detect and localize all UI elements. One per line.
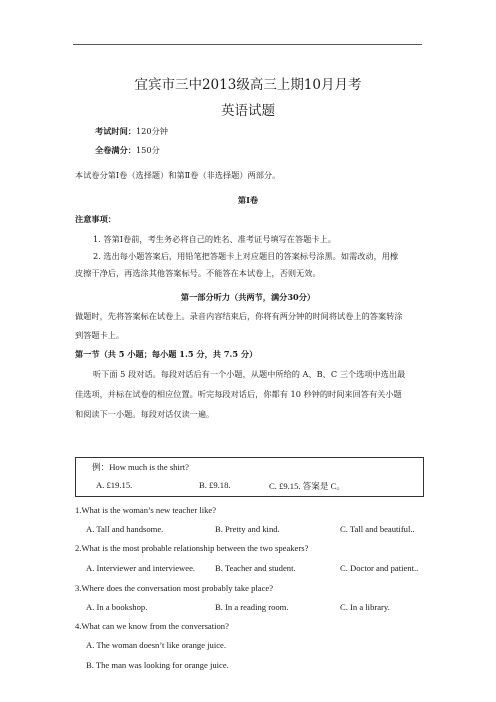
question-1-stem: 1.What is the woman’s new teacher like?: [75, 505, 217, 515]
notice-heading: 注意事项：: [75, 214, 116, 224]
full-score-label: 全卷满分：: [95, 145, 136, 155]
question-3-option-a: A. In a bookshop.: [86, 602, 148, 612]
example-option-c: [269, 480, 345, 492]
example-question: 例：How much is the shirt?: [92, 462, 189, 472]
part1-heading: 第一部分听力（共两节，满分30分）: [180, 292, 316, 302]
exam-time-label: 考试时间：: [95, 126, 136, 136]
exam-intro: 本试卷分第Ⅰ卷（选择题）和第Ⅱ卷（非选择题）两部分。: [75, 170, 281, 180]
full-score-value: 150分: [135, 145, 160, 155]
part1-instruction-line2: 到答题卡上。: [75, 330, 125, 340]
question-3-option-c: C. In a library.: [340, 602, 390, 612]
notice-1: 1. 答第Ⅰ卷前，考生务必将自己的姓名、准考证号填写在答题卡上。: [93, 234, 336, 244]
question-4-stem: 4.What can we know from the conversation?: [75, 621, 229, 631]
question-2-stem: 2.What is the most probable relationship between the two speakers?: [75, 543, 309, 553]
notice-2-line1: 2. 选出每小题答案后，用铅笔把答题卡上对应题目的答案标号涂黑。如需改动，用橡: [93, 251, 399, 261]
section1-line2: 佳选项，并标在试卷的相应位置。听完每段对话后，你都有 10 秒钟的时间来回答有关小题: [75, 389, 402, 399]
question-2-option-b: B. Teacher and student.: [215, 563, 296, 573]
section1-line1: 听下面 5 段对话。每段对话后有一个小题，从题中所给的 A、B、C 三个选项中选出最: [93, 369, 406, 379]
example-option-c-text: C. £9.15.: [269, 481, 301, 491]
question-4-option-a: A. The woman doesn’t like orange juice.: [86, 640, 227, 650]
section1-heading: 第一节（共 5 小题；每小题 1.5 分，共 7.5 分）: [75, 349, 258, 359]
example-option-b: B. £9.18.: [199, 480, 231, 490]
question-2-option-a: A. Interviewer and interviewee.: [86, 563, 196, 573]
section1-line3: 和阅读下一小题。每段对话仅读一遍。: [75, 409, 215, 419]
part1-instruction-line1: 做题时，先将答案标在试卷上。录音内容结束后，你将有两分钟的时间将试卷上的答案转涂: [75, 311, 403, 321]
question-4-option-b: B. The man was looking for orange juice.: [86, 660, 229, 670]
question-1-option-b: B. Pretty and kind.: [215, 524, 280, 534]
full-score: [95, 145, 160, 156]
example-option-a: A. £19.15.: [96, 480, 133, 490]
question-2-option-c: C. Doctor and patient..: [340, 563, 419, 573]
notice-2-line2: 皮擦干净后，再选涂其他答案标号。不能答在本试卷上，否则无效。: [75, 268, 321, 278]
volume1-heading: 第Ⅰ卷: [237, 195, 259, 205]
question-3-stem: 3.Where does the conversation most probably take place?: [75, 583, 274, 593]
question-3-option-b: B. In a reading room.: [215, 602, 289, 612]
question-1-option-a: A. Tall and handsome.: [86, 524, 164, 534]
page-title: 宜宾市三中2013级高三上期10月月考: [134, 77, 362, 93]
example-answer: 答案是 C。: [302, 481, 345, 491]
header-rule: [73, 44, 422, 45]
question-1-option-c: C. Tall and beautiful..: [340, 524, 415, 534]
exam-time-value: 120分钟: [135, 126, 168, 136]
page-subtitle: 英语试题: [221, 103, 275, 119]
exam-time: [95, 126, 168, 137]
